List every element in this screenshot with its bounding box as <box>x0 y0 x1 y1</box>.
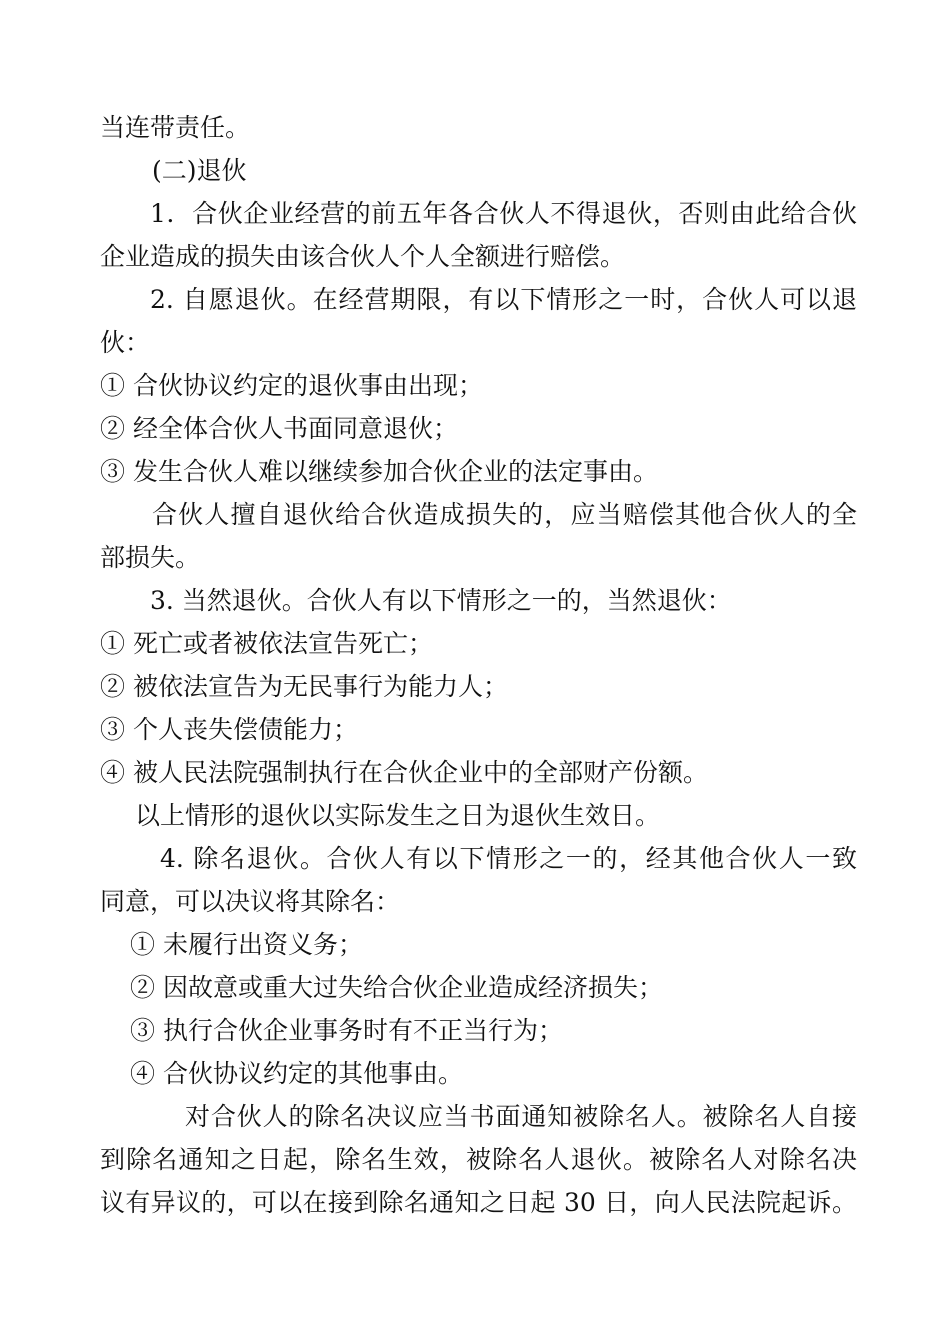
text-line: 议有异议的，可以在接到除名通知之日起 30 日，向人民法院起诉。 <box>100 1188 857 1217</box>
text-line: 企业造成的损失由该合伙人个人全额进行赔偿。 <box>100 242 626 271</box>
text-line: 到除名通知之日起，除名生效，被除名人退伙。被除名人对除名决 <box>100 1145 857 1174</box>
list-item: ④ 被人民法院强制执行在合伙企业中的全部财产份额。 <box>100 758 708 787</box>
text-line: 伙： <box>100 328 151 357</box>
text-line: 3. 当然退伙。合伙人有以下情形之一的，当然退伙： <box>150 586 732 615</box>
text-line: 4. 除名退伙。合伙人有以下情形之一的，经其他合伙人一致 <box>160 844 857 873</box>
text-line: 2. 自愿退伙。在经营期限，有以下情形之一时，合伙人可以退 <box>150 285 857 314</box>
section-heading: (二)退伙 <box>152 156 247 185</box>
list-item: ② 经全体合伙人书面同意退伙； <box>100 414 458 443</box>
list-item: ① 合伙协议约定的退伙事由出现； <box>100 371 483 400</box>
text-line: 当连带责任。 <box>100 113 251 142</box>
text-line: 合伙人擅自退伙给合伙造成损失的，应当赔偿其他合伙人的全 <box>152 500 857 529</box>
text-line: 1．合伙企业经营的前五年各合伙人不得退伙，否则由此给合伙 <box>150 199 857 228</box>
text-line: 对合伙人的除名决议应当书面通知被除名人。被除名人自接 <box>185 1102 857 1131</box>
list-item: ③ 发生合伙人难以继续参加合伙企业的法定事由。 <box>100 457 658 486</box>
list-item: ① 未履行出资义务； <box>130 930 363 959</box>
text-line: 以上情形的退伙以实际发生之日为退伙生效日。 <box>135 801 661 830</box>
list-item: ④ 合伙协议约定的其他事由。 <box>130 1059 463 1088</box>
text-line: 部损失。 <box>100 543 201 572</box>
list-item: ③ 执行合伙企业事务时有不正当行为； <box>130 1016 563 1045</box>
list-item: ② 因故意或重大过失给合伙企业造成经济损失； <box>130 973 663 1002</box>
text-line: 同意，可以决议将其除名： <box>100 887 401 916</box>
list-item: ① 死亡或者被依法宣告死亡； <box>100 629 433 658</box>
list-item: ② 被依法宣告为无民事行为能力人； <box>100 672 508 701</box>
list-item: ③ 个人丧失偿债能力； <box>100 715 358 744</box>
